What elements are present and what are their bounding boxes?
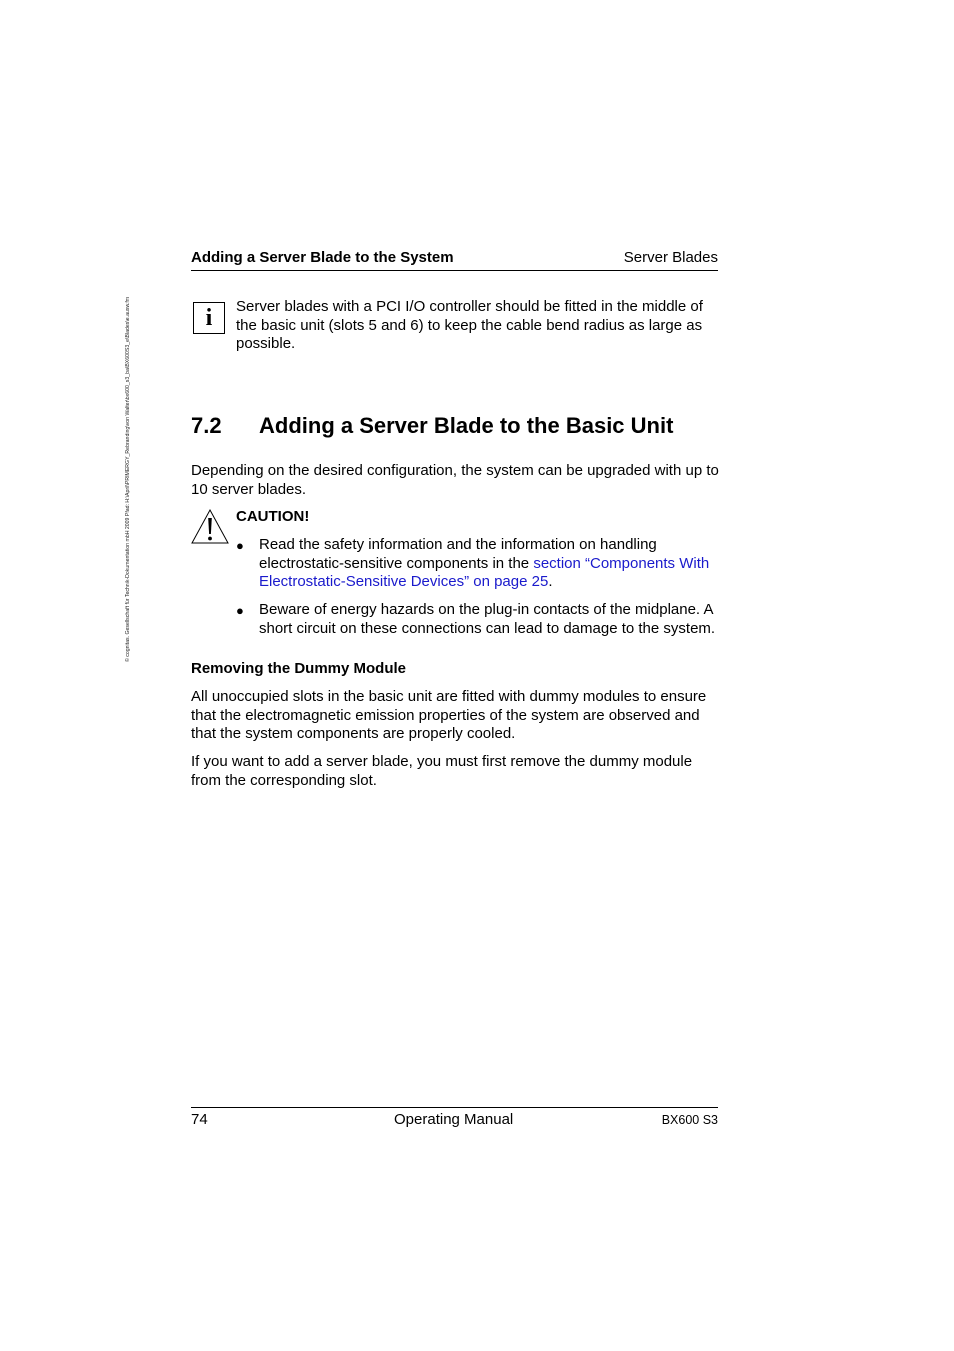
paragraph-dummy-modules: All unoccupied slots in the basic unit are fitted with dummy modules to ensure that the electromagnetic emission properties of the system are observed and that the system components are properly cooled. xyxy=(191,688,707,742)
subsection-title: Removing the Dummy Module xyxy=(191,660,407,677)
footer-manual-title: Operating Manual xyxy=(394,1111,514,1128)
esd-section-link[interactable]: section “Components With Electrostatic-Sensitive Devices” on page 25 xyxy=(259,554,710,590)
caution-item-2: Beware of energy hazards on the plug-in contacts of the midplane. A short circuit on these connections can lead to damage to the system. xyxy=(259,601,716,637)
bullet-2: ● xyxy=(236,603,244,618)
section-title: Adding a Server Blade to the Basic Unit xyxy=(259,413,674,438)
info-note: Server blades with a PCI I/O controller should be fitted in the middle of the basic unit (slots 5 and 6) to keep the cable bend radius as large as possible. xyxy=(236,298,703,352)
caution-warning-icon xyxy=(190,508,230,546)
running-footer xyxy=(191,1107,718,1132)
paragraph-remove-dummy: If you want to add a server blade, you must first remove the dummy module from the corresponding slot. xyxy=(191,753,693,789)
running-header xyxy=(191,248,718,271)
info-icon-letter: i xyxy=(205,305,213,331)
caution-item-1-end: . xyxy=(548,573,553,590)
section-heading xyxy=(191,413,731,439)
header-chapter: Adding a Server Blade to the System xyxy=(191,249,454,266)
bullet-1: ● xyxy=(236,538,244,553)
intro-paragraph: Depending on the desired configuration, the system can be upgraded with up to 10 server blades. xyxy=(191,462,719,498)
info-icon xyxy=(193,302,225,334)
caution-item-1 xyxy=(259,536,729,592)
page-number: 74 xyxy=(191,1111,208,1128)
section-number: 7.2 xyxy=(191,413,222,438)
header-section: Server Blades xyxy=(623,249,718,266)
footer-product: BX600 S3 xyxy=(661,1113,718,1127)
caution-title: CAUTION! xyxy=(236,508,310,525)
side-note xyxy=(121,240,139,665)
caution-item-1-text: Read the safety information and the information on handling electrostatic-sensitive components in the xyxy=(259,536,657,572)
side-note-text: © cognitas. Gesellschaft für Technik-Dokumentation mbH 2009 Pfad: H:\April\PRIMERGY_Rebranding\von Walter\bx600_s3_ba\BX600S3_e\Blades\e.ausw.fm xyxy=(125,296,131,662)
